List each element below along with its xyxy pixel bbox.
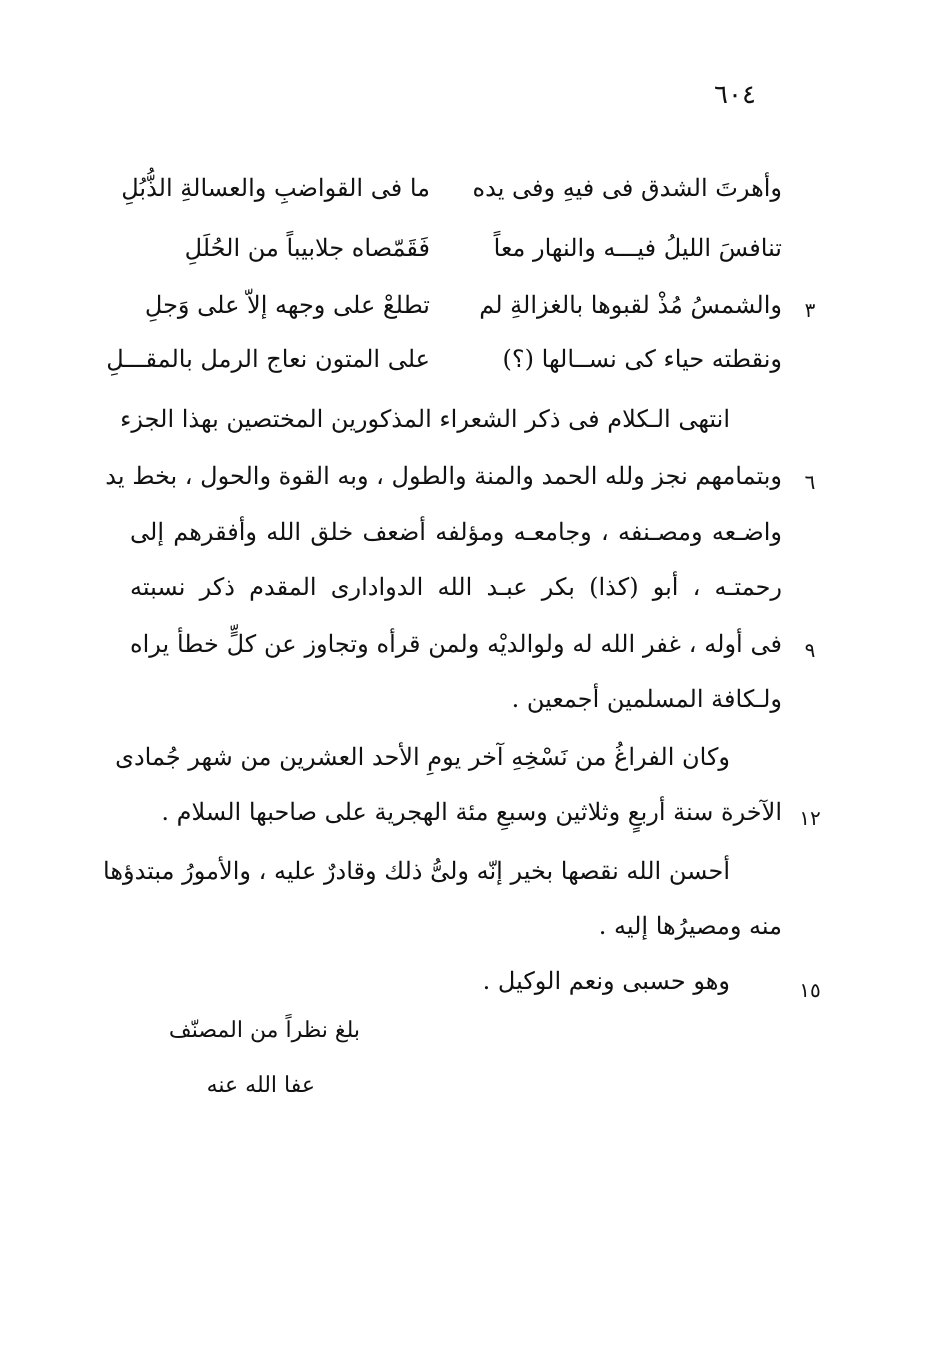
- line-number: ٩: [804, 638, 816, 662]
- line-number: ٣: [804, 298, 816, 322]
- prose-line: أحسن الله نقصها بخير إنّه ولىُّ ذلك وقادرٌ عليه ، والأمورُ مبتدؤها: [103, 857, 730, 885]
- prose-line: فى أوله ، غفر الله له ولوالديْه ولمن قرأه وتجاوز عن كلٍّ خطأ يراه: [130, 630, 782, 658]
- line-number: ١٢: [799, 806, 821, 830]
- line-number: ٦: [804, 470, 816, 494]
- prose-line: وهو حسبى ونعم الوكيل .: [482, 967, 730, 995]
- prose-line: منه ومصيرُها إليه .: [598, 912, 782, 940]
- line-number: ١٥: [799, 978, 821, 1002]
- verse-3-second-hemistich: تطلعْ على وجهه إلاّ على وَجلِ: [144, 291, 430, 319]
- verse-2-first-hemistich: تنافسَ الليلُ فيـــه والنهار معاً: [493, 234, 782, 262]
- verse-1-first-hemistich: وأهرتَ الشدق فى فيهِ وفى يده: [472, 174, 782, 202]
- verse-3-first-hemistich: والشمسُ مُذْ لقبوها بالغزالةِ لم: [479, 291, 782, 319]
- verse-4-first-hemistich: ونقطته حياء كى نســالها (؟): [502, 345, 782, 373]
- prose-line: وبتمامهم نجز ولله الحمد والمنة والطول ، وبه القوة والحول ، بخط يد: [105, 462, 782, 490]
- prose-line: وكان الفراغُ من نَسْخِهِ آخر يومِ الأحد العشرين من شهر جُمادى: [115, 743, 730, 771]
- verse-4-second-hemistich: على المتون نعاج الرمل بالمقـــلِ: [106, 345, 430, 373]
- page-number: ٦٠٤: [714, 80, 756, 110]
- verse-2-second-hemistich: فَقَمّصاه جلابيباً من الحُلَلِ: [184, 234, 430, 262]
- prose-line: الآخرة سنة أربعٍ وثلاثين وسبعِ مئة الهجرية على صاحبها السلام .: [161, 798, 782, 826]
- prose-line: رحمتـه ، أبو (كذا) بكر عبـد الله الدوادارى المقدم ذكر نسبته: [130, 573, 782, 601]
- prose-line: انتهى الـكلام فى ذكر الشعراء المذكورين المختصين بهذا الجزء: [120, 405, 730, 433]
- note-line-1: بلغ نظراً من المصنّف: [168, 1018, 360, 1043]
- prose-line: واضـعه ومصـنفه ، وجامعـه ومؤلفه أضعف خلق الله وأفقرهم إلى: [130, 518, 782, 546]
- verse-1-second-hemistich: ما فى القواضبِ والعسالةِ الذُّبُلِ: [121, 174, 430, 202]
- prose-line: ولـكافة المسلمين أجمعين .: [511, 685, 782, 713]
- note-line-2: عفا الله عنه: [206, 1073, 315, 1098]
